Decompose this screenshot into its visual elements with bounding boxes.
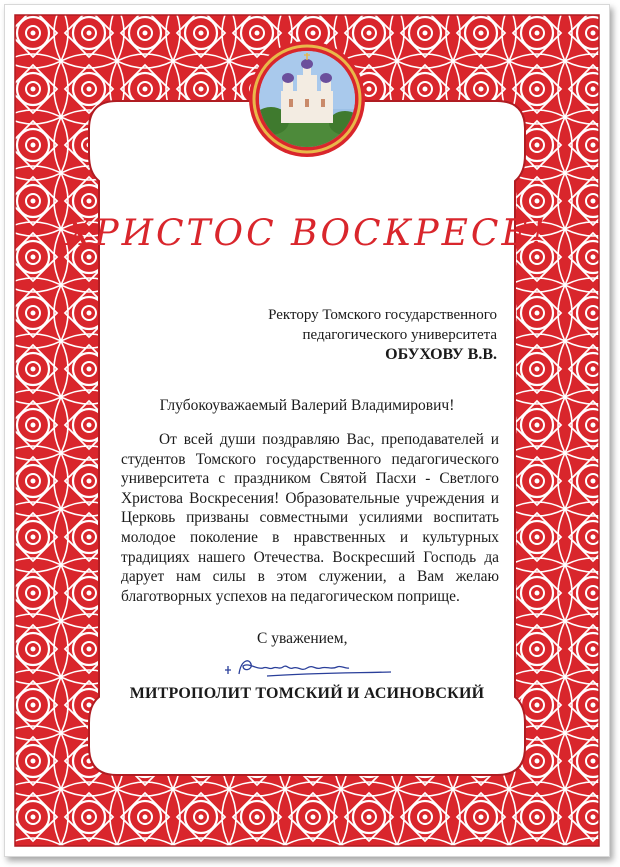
closing-line: С уважением, (257, 630, 348, 647)
signatory-title: МИТРОПОЛИТ ТОМСКИЙ И АСИНОВСКИЙ (129, 685, 485, 702)
greeting-heading: ХРИСТОС ВОСКРЕСЕ! (65, 213, 549, 254)
letter-body: От всей души поздравляю Вас, преподавателей и студентов Томского государственного педагогического университета с праздником Святой Пасхи - Светлого Христова Воскресения! Образовательные учреждения и Церковь призваны совместными усилиями воспитать молодое поколение в нравственных и культурных традициях нашего Отечества. Воскресший Господь да дарует нам силы в этом служении, а Вам желаю благотворных успехов на педагогическом поприще. (121, 431, 499, 605)
greeting-letter (4, 4, 610, 857)
handwritten-signature (219, 652, 409, 682)
addressee-name: ОБУХОВУ В.В. (385, 346, 497, 363)
salutation: Глубокоуважаемый Валерий Владимирович! (159, 397, 455, 414)
addressee-line: педагогического университета (302, 327, 497, 343)
addressee-line: Ректору Томского государственного (268, 307, 497, 323)
cathedral-medallion (247, 39, 367, 159)
addressee-block (268, 305, 497, 365)
